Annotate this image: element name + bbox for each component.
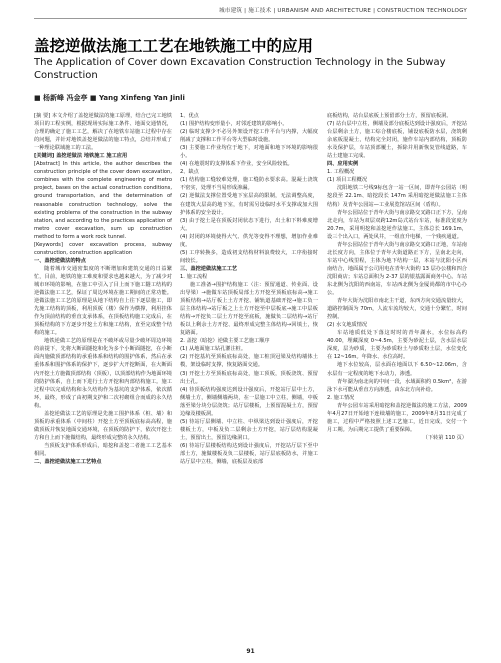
section-2-title: 二、盖挖逆做法施工工艺特点: [34, 459, 102, 466]
paragraph: (7) 站台层中立柱，侧墙及部分底板达到设计强度后，开挖站台层剩余土方，施工综合楼底板，铺设底板防水层，浇筑剩余底板混凝土，结构完全封闭，施作车站内部结构，顶板防水及保护层，车站顶部覆土，拆除并用新恢复管线道路，车站土建施工完成。: [327, 121, 467, 160]
keywords-cn: [关键词] 盖挖逆做法 地铁施工 施工应用: [34, 153, 128, 160]
subsection-title: 1. 工程概况: [327, 169, 355, 176]
section-3-title: 三、盖挖逆做法施工工艺: [180, 265, 238, 272]
authors-line: ■ 杨新峰 冯金亭 ■ Yang Xinfeng Yan Jinli: [34, 94, 185, 102]
header-rule: [34, 18, 467, 19]
list-item: (2) 开挖基坑至顶板底标高处，施工桩顶冠梁及结构墙体土模，架设临时支撑，恢复路面交通。: [180, 354, 318, 369]
list-item: (3) 由于挖土是在顶板封闭状态下进行，出土和下料难度增大。: [180, 217, 318, 232]
list-item: 2、缺点: [180, 169, 199, 176]
list-item: (1) 结构施工缝较难处理，施工缝防水要求高。混凝土浇筑不密实，处理不当易形成渗漏。: [180, 177, 318, 192]
list-item: (2) 临时支撑少不必另外架设开挖工作平台与内撑，大幅度削减了支撑和工作平台等大型临时设施。: [180, 129, 318, 144]
subsection-title: 2. 盖挖（暗挖）逆做主要工艺施工顺序: [180, 338, 270, 345]
list-item: (2) 逆做法支撑位置受地下室层高的限制，无法调整高度，在建筑大层高的地下室，有时需另设临时水平支撑或加大围护体系的安全设计。: [180, 193, 318, 216]
column-2: [180, 112, 318, 644]
section-1-title: 一、盖挖逆做法的特点: [34, 257, 86, 264]
paragraph: 沈阳地铁二号线9标包含一站一区间，即青年公园站（明挖段至 22.1m、暗挖段长 147m 采用暗挖逆做法施工主体结构）及青年公园站—工业展览馆站区间（盾构）。: [327, 185, 467, 208]
article-title-en: The Application of Cover down Excavation Construction Technology in the Subway Construction: [34, 57, 446, 81]
section-4-title: 四、应用实例: [327, 161, 359, 168]
list-item: (5) 工序转换多，造成初支结构材料浪费较大，工序衔接时间较长。: [180, 249, 318, 264]
paragraph: 青年湖为南北向的中间一段，水域面积约 0.5km²，在游泳下水可能从垂直方向渗透，由东北方向补给。: [327, 378, 467, 393]
list-item: (1) 围护结构变形量小，对邻近建筑的影响小。: [180, 121, 288, 128]
paragraph: 地下水位较高，层水面在地面以下 6.50~12.06m，含水层有一定程度的地下水动力，渗透。: [327, 362, 467, 377]
list-item: (5) 待站厅层侧墙、中立柱、中纵梁达到设计强度后，开挖楼板土方，中板及负二层剩余土方开挖，站厅层结构混凝土，预留出土，预留边缘洞口。: [180, 418, 318, 441]
article-title-cn: 盖挖逆做法施工工艺在地铁施工中的应用: [34, 37, 314, 55]
section-1-paragraph: 随着城市交通密集度的不断增加和建筑交通的日益繁忙，目前，地铁的施工难度和要求也越来越大，为了减少对城市环境的影响，在施工中引入了目上而下施工隧工结构的逆做法施工工艺，保证了周边环境在施工期间的正常功能。逆做法施工工艺的原理是从地下结构自上往下逐层施工，即先施工结构的顶板，利用顶板（楼）保作为横撑，利用挂体作为顶前结构的垂直支承体系，在顶板结构施工完成后，在顶板结构的下方逐步开挖土方和施工结构，直至完成整个结构的施工。: [34, 265, 172, 337]
section-1-paragraph: 地铁逆做工艺的原理是在不破坏或尽量少破坏周边环境的前提下，先将大断面隧挖和化为多个小断面隧挖，在小断面内施做顶部结构的承重体系和结构的围护体系，然后在承重体系和围护体系的保护下，逐步扩大开挖断面，在大断面内开挖土方施做顶部结构（顶板），以顶部结构作为地面环境的防护体系，自上而下进行土方开挖和内部结构施工。施工过程中以完成结构和永久结构作为基坑的支护体系，依次循环，最终，形成了由初期支护和二次衬砌组合而成的永久结构。: [34, 338, 172, 409]
list-item: 1、优点: [180, 113, 199, 119]
paragraph: 青年公园站位于青年大街与南京路交叉路口正地，车站南北长度方向，主体位于青年大街道路正下方，呈南北走向，车站中心线里程，主体为地下结构一层，本站与沈阳小区西南结合，地面属于公司用电在青年大街约 13 层办公楼和四合沈阳商店；车站总面积为 2-37 层的银基露面商务中心。车站东北侧为沈阳的西南站，车站西北侧为金厦尚都的市中心办公。: [327, 241, 467, 297]
list-item: (4) 在地震时的支撑体系下作业，安全风险较低。: [180, 161, 293, 168]
page-number: 91: [246, 648, 255, 655]
subsection-title: 2. 施工情况: [327, 394, 355, 401]
list-item: (3) 主要施工作业均位于地下，对地面和地下环境的影响很小。: [180, 145, 318, 160]
paragraph: 底板结构，站台层底板上预留部分土方，预留底板洞。: [327, 113, 452, 119]
list-item: (3) 开挖土方至顶板底标高处，施工顶板，顶板浇筑、预留出土孔。: [180, 370, 318, 385]
flow-paragraph: 施工准备→围护结构施工（注：预留通道、传业面、设出导梁）→施做车站顶板局部土方开挖至顶板底标高→施工顶板结构→站厅板上土方开挖、铺轨道基础开挖→施工负一层主体结构→站厅板之上土方开挖至中层板底→施工中层板结构→开挖负二层土方开挖至底板，施做负二层结构→站厅板以上剩余土方开挖、最终形成完整主体结构→回填土，恢复路面。: [180, 281, 318, 337]
list-item: (6) 待站厅层楼板结构达到设计强度后，开挖站厅层下至中部土方，施做楼板及负二层楼板，站厅层底板防水，并施工站厅层中立柱，侧墙，底板层及底部: [180, 442, 318, 466]
list-item: (1) 从地面施工钻孔灌注桩。: [180, 346, 247, 353]
subsection-title: (1) 项目工程概况: [327, 177, 368, 184]
column-1: [34, 112, 172, 644]
paragraph: 车站地质低处下落这时时的青年湖水，水位标高约 40.00，埋藏深度 0~4.5m，主要为砂泥土层，含水层水层深度，层为砂质，主要为砂质粉土与砂质粉土层，水位变化在 12~16m。年降水、水位高时。: [327, 330, 467, 361]
running-header: [0, 0, 501, 22]
keywords-en: [Keywords] cover excavation process, subway construction, construction application: [34, 241, 172, 256]
running-title: 城市建筑 | 施工技术 | URBANISM AND ARCHITECTURE | CONSTRUCTION TECHNOLOGY: [218, 8, 467, 14]
subsection-title: (2) 水文地质情况: [327, 322, 368, 329]
paragraph: 青年公园站位于青年大街与南京路交叉路口正下方，呈南北走向，车站为双层双跨12m岛式站台车站，标准段宽度为 20.7m，采用明挖和盖挖逆作法施工。主体总长 169.1m，设三个出入口，两处风井，一组直升电梯，一个残疾通道。: [327, 209, 467, 240]
list-item: (4) 封闭的环境使得大气、供光等变得不理想，增加作业难度。: [180, 233, 318, 248]
paragraph: 青年公园车站采用暗挖和盖挖逆做法的施工方法，2009年4月27日开始地下连续墙的施工，2009年8月31日完成了施工，过程中严格按照上述工艺施工，近日完成，交付一个月工期。为后期完工提供了重要保障。: [327, 402, 467, 433]
list-item: (4) 待顶板结构强度达到设计强度后，开挖站厅层中土方，侧墙土方，侧墙侧墙两块，在一层施工中立柱，侧墙，中板落至梁分块分层浇筑；站厅层楼板，上预留混凝土方，预留边缘及楼板洞。: [180, 386, 318, 417]
subsection-title: 1. 施工流程: [180, 273, 208, 280]
continued-note: （下转第 110 页）: [422, 434, 467, 441]
section-1-paragraph: 盖挖逆做法工艺的原理是先施工围护体系（桩、墙）和顶板的承重体系（中间柱）开挖土方至顶板底标高高程，施做顶板并恢复地面交通环境，在顶板的防护下，依次开挖土方和自上而下施做结构，最终形成完整的永久结构。: [34, 410, 172, 441]
abstract-cn: [摘 要] 本文介绍了盖挖逆做法的施工原理，结合已完工地铁项目的工程实例，根据现场实际施工条件、地面交通情况，合理的确定了施工工艺，解决了在地铁车站施工过程中存在的问题，并针对地铁盖挖逆做法的施工特点，总结并形成了一种理论联域施工的工法。: [34, 113, 172, 152]
paragraph: 青年大街为沈阳市南北主干道，东西方向交通流量较大，道路控制面为 70m，人流车流均较大，交通十分繁忙，时间控制。: [327, 298, 467, 321]
abstract-en: [Abstract] In this article, the author describes the construction principle of the cover down excavation, combines with the complete engineering of metro project, bases on the actual construction conditions, ground transportation, and the determination of reasonable construction technology, solve the existing problems of the construction in the subway station, and according to the practices application of metro cover excavation, sum up construction method to form a work rock tunnel.: [34, 161, 172, 240]
section-1-paragraph: 当顶板支护体系形成后，暗挖和盖挖二者施工工艺基本相同。: [34, 442, 172, 457]
column-3: [327, 112, 467, 644]
